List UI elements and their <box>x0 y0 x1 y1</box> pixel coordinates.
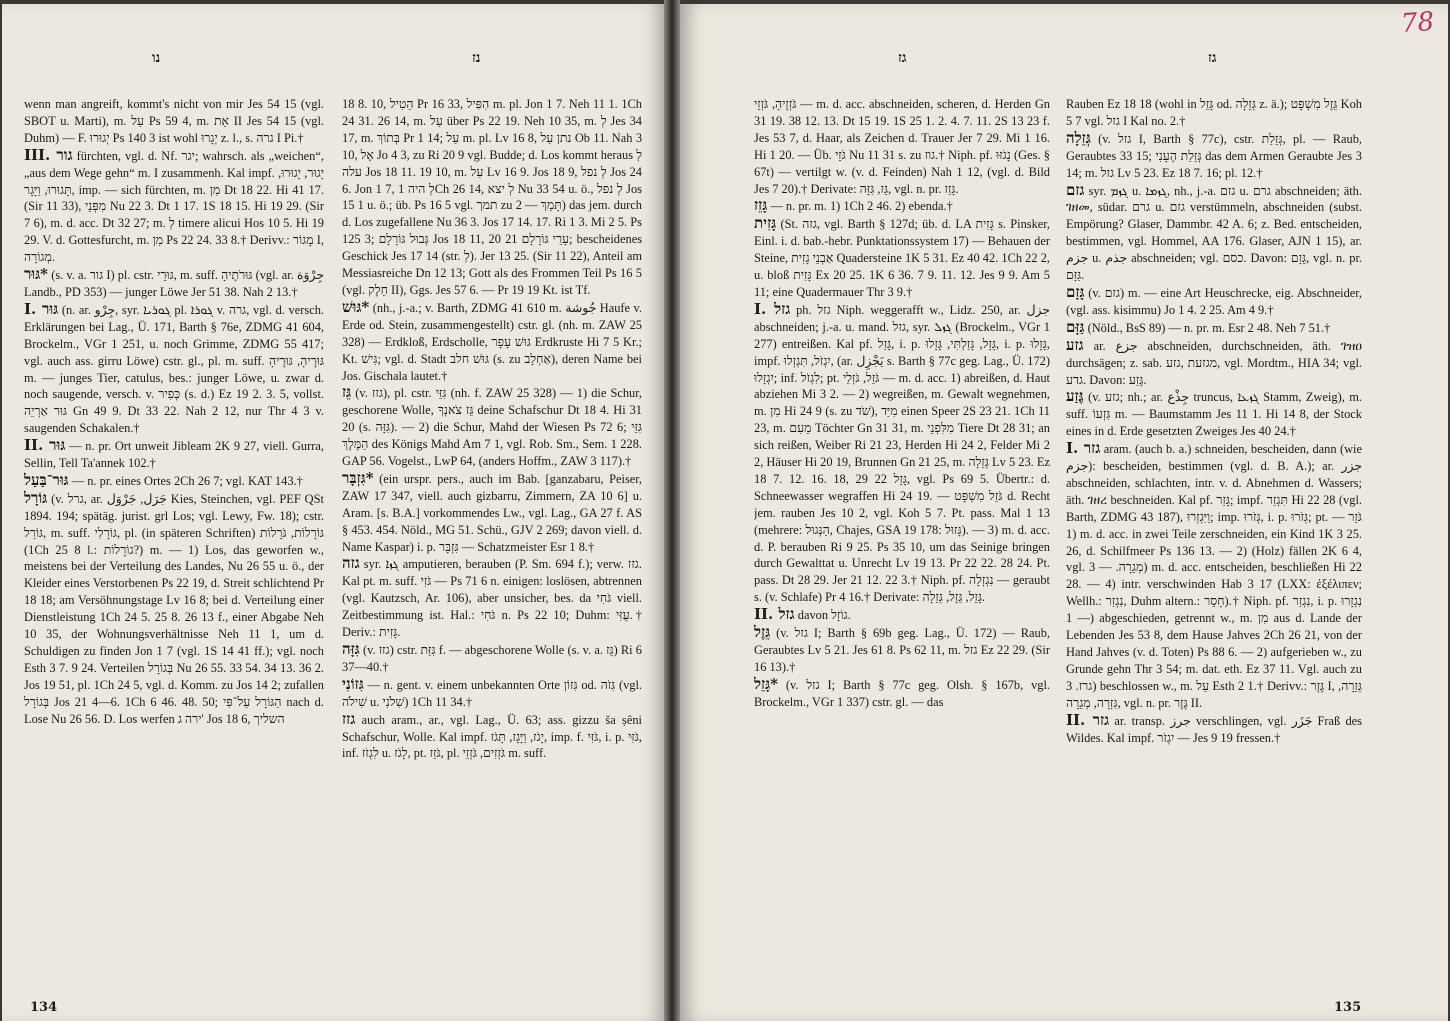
dictionary-entry <box>24 266 324 301</box>
page-number: 134 <box>30 1000 58 1015</box>
left-col1-header: נו <box>152 50 161 66</box>
handwritten-page-mark: 78 <box>1399 6 1436 40</box>
entry-headword: I. גזל <box>754 299 791 318</box>
dictionary-entry <box>24 96 324 147</box>
right-page <box>680 4 1448 1021</box>
entry-headword: II. גזר <box>1066 710 1110 729</box>
left-column-2 <box>342 96 642 987</box>
dictionary-entry <box>754 301 1050 606</box>
dictionary-entry <box>24 437 324 472</box>
entry-text: auch aram., ar., vgl. Lag., Ü. 63; ass. gizzu ša ṣêni Schafschur, Wolle. Kal impf. יָגֹז, וַיָּגָז, תָּגֹז, imp. f. גֹּזִּי, i. p. גֹּזִּי, inf. לִגְזֹז u. לָגֹז, pt. גֹּזֵז, pl. גֹּזְזִים, גֹּזְזֵי m. suff. <box>342 712 642 761</box>
entry-headword: גּוּשׁ* <box>342 297 370 316</box>
entry-headword: גַּזָּם <box>1066 317 1085 336</box>
left-page <box>2 4 664 1021</box>
entry-headword: גָּזֵל* <box>754 674 779 693</box>
entry-text: aram. (auch b. a.) schneiden, bescheiden, dann (wie جزم): bescheiden, bestimmen (vgl. d. B. A.); ar. جزر abschneiden, schlachten, intr. v. d. Abnehmen d. Wassers; äth. ገዘረ beschneiden. Kal pf. גָּזַר; impf. תִּגְזַר Hi 22 28 (vgl. Barth, ZDMG 43 187), וַיִּגְזְרוּ; imp. גְּזֹרוּ, i. p. גְּזֹרוּ; pt. גֹּזֵר — 1) m. d. acc. in zwei Teile zerschneiden, ein Kind 1K 3 25. 26, d. Schilfmeer Ps 136 13. — 2) (Holz) fällen 2K 6 4, vgl. מְגֵרָה. — 3) m. d. acc. entscheiden, beschließen Hi 22 28. — 4) intr. verschwinden Hab 3 17 (LXX: ἐξέλιπεν; Wellh.: נִגְזַר, Duhm altern.: חָסֵר).† Niph. pf. נִגְזַר, i. p. נִגְזָרוּ — 1) abgeschieden, getrennt w., m. מִן aus d. Lande der Lebenden Jes 53 8, dem Hause Jahves 2Ch 26 21, von der Hand Jahves (v. d. Toten) Ps 88 6. — 2) aufgerieben w., zu Grunde gehn Thr 3 54; m. dat. eth. Ez 37 11. Vgl. auch zu גרז. 3) beschlossen w., m. עַל Esth 2 1.† Derivv.: גֶּזֶר I, גְּזֵרָה, גִּזְרָה, מְגֵרָה, vgl. n. pr. גֶּזֶר II. <box>1066 442 1362 710</box>
dictionary-entry <box>24 472 324 490</box>
right-column-1 <box>754 96 1050 987</box>
dictionary-entry <box>1066 182 1362 284</box>
entry-text: syr. ܓܙܐ amputieren, berauben (P. Sm. 694 f.); verw. גזז. Kal pt. m. suff. גֹּזִי — Ps 71 6 n. einigen: loslösen, abtrennen (vgl. Kautzsch, Ar. 106), aber unsicher, bes. da גֹּחִי viell. Zeitbestimmung ist. Hal.: גֹּחִי n. Ps 22 10; Duhm: עֻזִּי.† Deriv.: גָּזִית. <box>342 557 642 640</box>
right-col1-header: גז <box>898 50 907 66</box>
dictionary-entry <box>24 301 324 437</box>
entry-text: ar. transp. جرز verschlingen, vgl. جَزَر Fraß des Wildes. Kal impf. יִגְזֹר — Jes 9 19 fressen.† <box>1066 713 1362 745</box>
entry-text: (v. גזע; nh.; ar. جِذْع truncus, ܓܙܥܐ Stamm, Zweig), m. suff. גִּזְעוֹ m. — Baumstamm Jes 11 1. Hi 14 8, der Stock eines in d. Erde gesetzten Zweiges Jes 40 24.† <box>1066 390 1362 439</box>
entry-headword: I. גזר <box>1066 439 1101 458</box>
entry-headword: גִּזוֹנִי <box>342 674 364 693</box>
entry-text: — n. gent. v. einem unbekannten Orte גִּזוֹן od. גִּזֹה (vgl. שִׁילֹה u. שִׁלֹנִי) 1Ch 11 34.† <box>342 677 642 709</box>
dictionary-entry <box>754 96 1050 197</box>
entry-headword: גּוּר* <box>24 265 49 284</box>
entry-text: (v. גזז) cstr. גִּזַּת f. — abgeschorene Wolle (s. v. a. גֵּז) Ri 6 37—40.† <box>342 643 642 674</box>
dictionary-entry <box>342 470 642 556</box>
entry-text: (v. גזל I; Barth § 69b geg. Lag., Ü. 172) — Raub, Geraubtes Lv 5 21. Jes 61 8. Ps 62 11, m. גזל Ez 22 29. (Sir 16 13).† <box>754 626 1050 674</box>
entry-headword: גזז <box>342 709 356 728</box>
entry-headword: גִּזָּה <box>342 640 360 658</box>
entry-text: davon גוֹזָל. <box>797 608 851 623</box>
entry-text: (v. גזם) m. — eine Art Heuschrecke, eig. Abschneider, (vgl. ass. kisimmu) Jo 1 4. 2 25. Am 4 9.† <box>1066 285 1362 317</box>
entry-text: (v. גזל I, Barth § 77c), cstr. גְּזֵלַת, pl. — Raub, Geraubtes 33 15; גְּזֵלַת הֶעָנִי das dem Armen Geraubte Jes 3 14; m. גזל Lv 5 23. Ez 18 7. 16; pl. 12.† <box>1066 131 1362 180</box>
book-gutter <box>664 0 680 1021</box>
entry-text: — n. pr. Ort unweit Jibleam 2K 9 27, viell. Gurra, Sellin, Tell Ta'annek 102.† <box>24 439 324 471</box>
dictionary-entry <box>24 147 324 266</box>
entry-text: (ein urspr. pers., auch im Bab. [ganzabaru, Peiser, ZAW 17 347, viell. auch gizbarru, Zimmern, ZA 10 6] u. Aram. [s. B.A.] vorkommendes Lw., vgl. Lag., GA 27 f. AS § 453. 454. Nöld., MG 51. Schü., GJV 2 269; davon viell. d. Name Kaspar) i. p. גִּזְבָּר — Schatzmeister Esr 1 8.† <box>342 471 642 554</box>
dictionary-entry <box>1066 712 1362 747</box>
dictionary-entry <box>754 197 1050 215</box>
dictionary-entry <box>24 490 324 728</box>
dictionary-entry <box>1066 319 1362 337</box>
dictionary-entry <box>342 641 642 676</box>
dictionary-entry <box>754 215 1050 301</box>
entry-text: גֹּזְזֶיהָ, גֹּזְזֵי — m. d. acc. abschneiden, scheren, d. Herden Gn 31 19. 38 12. 13. Dt 15 19. 1S 25 1. 2. 4. 7. 11. 2S 13 23 f. Jes 53 7, d. Haar, als Zeichen d. Trauer Jer 7 29. Mi 1 16. Hi 1 20. — Üb. גֹּזֵי Nu 11 31 s. zu גוז.† Niph. pf. נָגֹזּוּ (Ges. § 67t) — vertilgt w. (v. d. Feinden) Nah 1 12, (vgl. d. Bild Jes 7 20).† Derivate: גֵּז, גִּזָּה, vgl. n. pr. גָּזֵז. <box>754 97 1050 196</box>
entry-text: fürchten, vgl. d. Nf. יגר; wahrsch. als „weichen“, „aus dem Wege gehn“ m. I zusammenh. Kal impf. יָגוּר, יָגוּרוּ, תָּגוּרוּ, וַיָּגָר, imp. — sich fürchten, m. מִן Dt 18 22. Hi 41 17. (Sir 11 33), מִפְּנֵי Nu 22 3. Dt 1 17. 1S 18 15. Hi 19 29. (Sir 7 6), m. d. acc. Dt 32 27; m. לְ timere alicui Hos 10 5. Hi 19 29. V. d. Gottesfurcht, m. מִן Ps 22 24. 33 8.† Derivv.: מָגוֹר I, מְגוֹרָה. <box>24 148 324 265</box>
dictionary-entry <box>1066 388 1362 440</box>
entry-text: Rauben Ez 18 18 (wohl in גָּזֵל od. גְּזֵלָה z. ä.); גֵּזֶל מִשְׁפָּט Koh 5 7 vgl. גזל I Kal no. 2.† <box>1066 97 1362 128</box>
entry-text: wenn man angreift, kommt's nicht von mir Jes 54 15 (vgl. SBOT u. Marti), m. עַל Ps 59 4, m. אֵת II Jes 54 15 (vgl. Duhm) — F. יְגוּרוּ Ps 140 3 ist wohl יְגָרוּ z. l., s. גרה I Pi.† <box>24 97 324 145</box>
entry-text: — n. pr. m. 1) 1Ch 2 46. 2) ebenda.† <box>770 199 953 214</box>
dictionary-entry <box>1066 337 1362 389</box>
entry-headword: גָּזָם <box>1066 282 1085 301</box>
entry-headword: גְּזֵלָה <box>1066 128 1091 147</box>
left-col2-header: נז <box>472 50 481 66</box>
entry-headword: I. גּוּר <box>24 299 59 318</box>
entry-text: (s. v. a. גור I) pl. cstr. גּוּרֵי, m. suff. גּוּרֹתֶיהָ (vgl. ar. جِرْوَة Landb., PD 353) — junger Löwe Jer 51 38. Nah 2 13.† <box>24 268 324 299</box>
right-column-2 <box>1066 96 1362 987</box>
entry-headword: גּוֹרָל <box>24 488 48 507</box>
dictionary-entry <box>754 624 1050 676</box>
entry-headword: גזה <box>342 554 360 573</box>
entry-headword: גזע <box>1066 335 1084 354</box>
entry-headword: גָּזֵז <box>754 196 768 215</box>
entry-text: (v. גרל, ar. جَرَل, جَرْوَل Kies, Steinchen, vgl. PEF QSt 1894. 194; spätäg. jurist. grl Los; vgl. Lewy, Fw. 18); cstr. גּוֹרַל, m. suff. גּוֹרָלִי, pl. (in späteren Schriften) גּוֹרָלוֹת, גֹּרָלוֹת (1Ch 25 8 l.: גוֹרָלוֹת?) m. — 1) Los, das geworfen w., meistens bei der Verteilung des Landes, Nu 26 55 u. ö., der Kleider eines Verstorbenen Ps 22 19, d. Streit schlichtend Pr 18 18; am Versöhnungstage Lv 16 8; bei d. Verteilung einer Dienstleistung 1Ch 24 5. 25 8. 26 13 f., einer Abgabe Neh 10 35, der Wohnungsverhältnisse Neh 11 1, um d. Schuldigen zu finden Jon 1 7 (vgl. 1S 14 41 ff.); vgl. noch Esth 3 7. 9 24. Verteilen בְּגוֹרָל Nu 26 55. 33 54. 34 13. 36 2. Jos 19 51, pl. 1Ch 24 5, vgl. d. Komm. zu Jos 14 2; zufallen בְּגוֹרָל Jos 21 4—6. 1Ch 6 46. 48. 50; הַגּוֹרָל עַל־פִּי nach d. Lose Nu 26 56. D. Los werfen ירה ג' Jos 18 6, השליך <box>24 491 324 726</box>
dictionary-entry <box>342 96 642 299</box>
entry-text: (nh., j.-a.; v. Barth, ZDMG 41 610 m. جُوشة Haufe v. Erde od. Stein, zusammengestellt) cstr. gl. (nh. m. ZAW 25 328) — Erdkloß, Erdscholle, גּוּשׁ עָפָר Erdkruste Hi 7 5 Kr.; Kt. גִּישׁ; vgl. d. Stadt גּוּשׁ חלב (s. zu אַחְלָב), deren Name bei Jos. Gischala lautet.† <box>342 300 642 383</box>
entry-text: syr. ܓܙܡ u. ܓܙܡܐ, nh., j.-a. גזם u. גרם abschneiden; äth. ገዘመ, südar. גרם u. גזם verstümmeln, abschneiden (subst. Empörung? Glaser, Dammbr. 42 A. 6; z. Bed. entscheiden, bestimmen, vgl. Hommel, AA 176. Glaser, AJN 1 15), ar. جزم u. جذم abschneiden; vgl. כסם. Davon: גָּזָם, vgl. n. pr. גַּזָּם. <box>1066 183 1362 283</box>
dictionary-entry <box>754 676 1050 711</box>
right-col2-header: גז <box>1208 50 1217 66</box>
entry-headword: גֵּז <box>342 383 352 402</box>
dictionary-entry <box>342 384 642 470</box>
dictionary-entry <box>754 606 1050 624</box>
entry-headword: גּוּר־בַּעַל <box>24 470 69 489</box>
dictionary-entry <box>342 711 642 763</box>
dictionary-entry <box>342 676 642 711</box>
dictionary-entry <box>1066 96 1362 130</box>
dictionary-entry <box>1066 440 1362 712</box>
entry-headword: גזם <box>1066 180 1085 199</box>
entry-headword: גֶּזַע <box>1066 387 1084 406</box>
dictionary-entry <box>1066 130 1362 182</box>
entry-text: (n. ar. جِرْو, syr. ܓܘܪܝܐ pl. ܓܘܪܐ v. גרה, vgl. d. versch. Erklärungen bei Lag., Ü. 171, Barth § 76e, ZDMG 41 604, Brockelm., VGr 1 251, u. noch Grimme, ZDMG 55 417; vgl. auch ass. girru Löwe) cstr. gl., pl. m. suff. גּוּרֶיהָ, גּוּרֶיהָ m. — junges Tier, catulus, bes.: junger Löwe, u. zwar d. noch saugende, versch. v. כְּפִיר (s. d.) Ez 19 2. 3. 5, vollst. גּוּר אַרְיֵה Gn 49 9. Dt 33 22. Nah 2 12, nur Thr 4 3 v. saugenden Schakalen.† <box>24 302 324 436</box>
page-number: 135 <box>1334 1000 1362 1015</box>
entry-text: (St. גזה, vgl. Barth § 127d; üb. d. LA גָּזִית s. Pinsker, Einl. i. d. bab.-hebr. Punktationssystem 17) — Behauen der Steine, אַבְנֵי גָזִית Quadersteine 1K 5 31. Ez 40 42. 1Ch 22 2, u. bloß גָּזִית Ex 20 25. 1K 6 36. 7 9. 11. 12. Jes 9 9. Am 5 11; eine Quadermauer Thr 3 9.† <box>754 217 1050 299</box>
entry-text: (v. גזל I; Barth § 77c geg. Olsh. § 167b, vgl. Brockelm., VGr 1 337) cstr. gl. — das <box>754 677 1050 709</box>
entry-text: — n. pr. eines Ortes 2Ch 26 7; vgl. KAT 143.† <box>71 473 303 488</box>
dictionary-entry <box>342 555 642 641</box>
entry-headword: גָּזִית <box>754 214 777 233</box>
entry-text: ph. גזל Niph. weggerafft w., Lidz. 250, ar. جزل abschneiden; j.-a. u. mand. גזל, syr. ܓܙܠ (Brockelm., VGr 1 277) entreißen. Kal pf. גָּזַל, i. p. גָּזָל, גָּזַלְתִּי, גָּזָלוּ, i. p. גָּזָלוּ, impf. יִגְזֹל, תִּגְזְלוּ, (ar. يَجْزِل s. Barth § 77c geg. Lag., Ü. 172) יִגְזָלוּ; inf. לִגְזֹל; pt. גֹּזֵל, גֹּזְלֵי — m. d. acc. 1) abreißen, d. Haut abziehen Mi 3 2. — 2) wegreißen, m. Gewalt wegnehmen, m. מִן Hi 24 9 (s. zu שֹׁד), מִיַּד einen Speer 2S 23 21. 1Ch 11 23, m. מֵעִם Töchter Gn 31 31, m. מִלִּפְנֵי Tiere Dt 28 31; an sich reißen, Weiber Ri 21 23, Herden Hi 24 2, Felder Mi 2 2, Häuser Hi 20 19, Brunnen Gn 21 25, m. גְּזֵלָה Lv 5 23. Ez 18 7. 12. 16. 18, גָּזֵל 22 29, vgl. Ps 69 5. Übertr.: d. Schneewasser wegraffen Hi 24 19. — גֹּזֵל מִשְׁפָּט d. Recht jem. rauben Jes 10 2, vgl. Koh 5 7. Pt. pass. Mal 1 13 (mehrere: הַנְּגוּל, Chajes, GSA 19 178: גָּזוּל). — 3) m. d. acc. d. P. berauben Ri 9 25. Ps 35 10, um das Seinige bringen durch Gewalttat u. Unrecht Lv 19 13. Pr 22 22. 28 24. Pt. pass. Dt 28 29. Jer 21 12. 22 3.† Niph. pf. נִגְזְלָה — geraubt s. (v. Schlafe) Pr 4 16.† Derivate: גָּזֵל, גֵּזֶל, גְּזֵלָה. <box>754 302 1050 605</box>
dictionary-entry <box>1066 284 1362 319</box>
entry-headword: II. גזל <box>754 605 795 624</box>
entry-headword: גֵּזֶל <box>754 623 771 642</box>
dictionary-entry <box>342 299 642 385</box>
entry-text: (Nöld., BsS 89) — n. pr. m. Esr 2 48. Neh 7 51.† <box>1087 320 1331 335</box>
entry-text: (v. גזז), pl. cstr. גִּזֵּי (nh. f. ZAW 25 328) — 1) die Schur, geschorene Wolle, גֵּז צֹאנְךָ deine Schafschur Dt 18 4. Hi 31 20 (s. גִּזָּה). — 2) die Schur, Mahd der Wiesen Ps 72 6; גִּזֵּי הַמֶּלֶךְ des Königs Mahd Am 7 1, vgl. Rob. Sm., Sem. 1 228. GAP 56. Vogelst., LwP 64, (anders Hoffm., ZAW 3 117).† <box>342 386 642 469</box>
left-column-1 <box>24 96 324 987</box>
entry-headword: גִּזְבָּר* <box>342 468 374 487</box>
entry-text: 18 8. 10, הֵטִיל Pr 16 33, הִפִּיל m. pl. Jon 1 7. Neh 11 1. 1Ch 24 31. 26 14, m. עַל über Ps 22 19. Neh 10 35, m. לְ Jes 34 17, m. בְּתוֹךְ Pr 1 14; עַל m. pl. Lv 16 8, נתן עַל Ob 11. Nah 3 10, אֶל Jo 4 3, zu Ri 20 9 vgl. Budde; d. Los kommt heraus לְ עלה Jos 18 11. 19 10, m. עַל Lv 16 9. Jos 18 9, לְ נפל Jos 24 6. Jon 1 7, לְ היה 1Ch 26 14, לְ יצא Nu 33 54 u. ö., לְ נפל Jos 15 1 u. ö.; üb. Ps 16 5 vgl. תמך zu תָּמַךְ — 2) das jem. durch d. Los zugefallene Nu 36 3. Jos 17 14. 17. Ri 1 3. Mi 2 5. Ps 125 3; גְּבוּל גּוֹרָלָם Jos 18 11, עָרֵי גּוֹרָלָם 21 20; bescheidenes Geschick Jes 17 14 (str. לְ). Jer 13 25. (Sir 11 22), Anteil am Messiasreiche Dn 12 13; Gott als des Frommen Teil Ps 16 5 (vgl. חֵלֶק II), Ggs. Jes 57 6. — Pr 19 19 Kt. ist Tf. <box>342 97 642 297</box>
entry-headword: II. גּוּר <box>24 436 66 455</box>
entry-text: ar. جزع abschneiden, durchschneiden, äth. ገዝዐ durchsägen; z. sab. מגזעת ,גזע, vgl. Mordtm., HIA 34; vgl. גדע. Davon: גֶּזַע. <box>1066 338 1362 387</box>
entry-headword: III. גור <box>24 145 73 164</box>
